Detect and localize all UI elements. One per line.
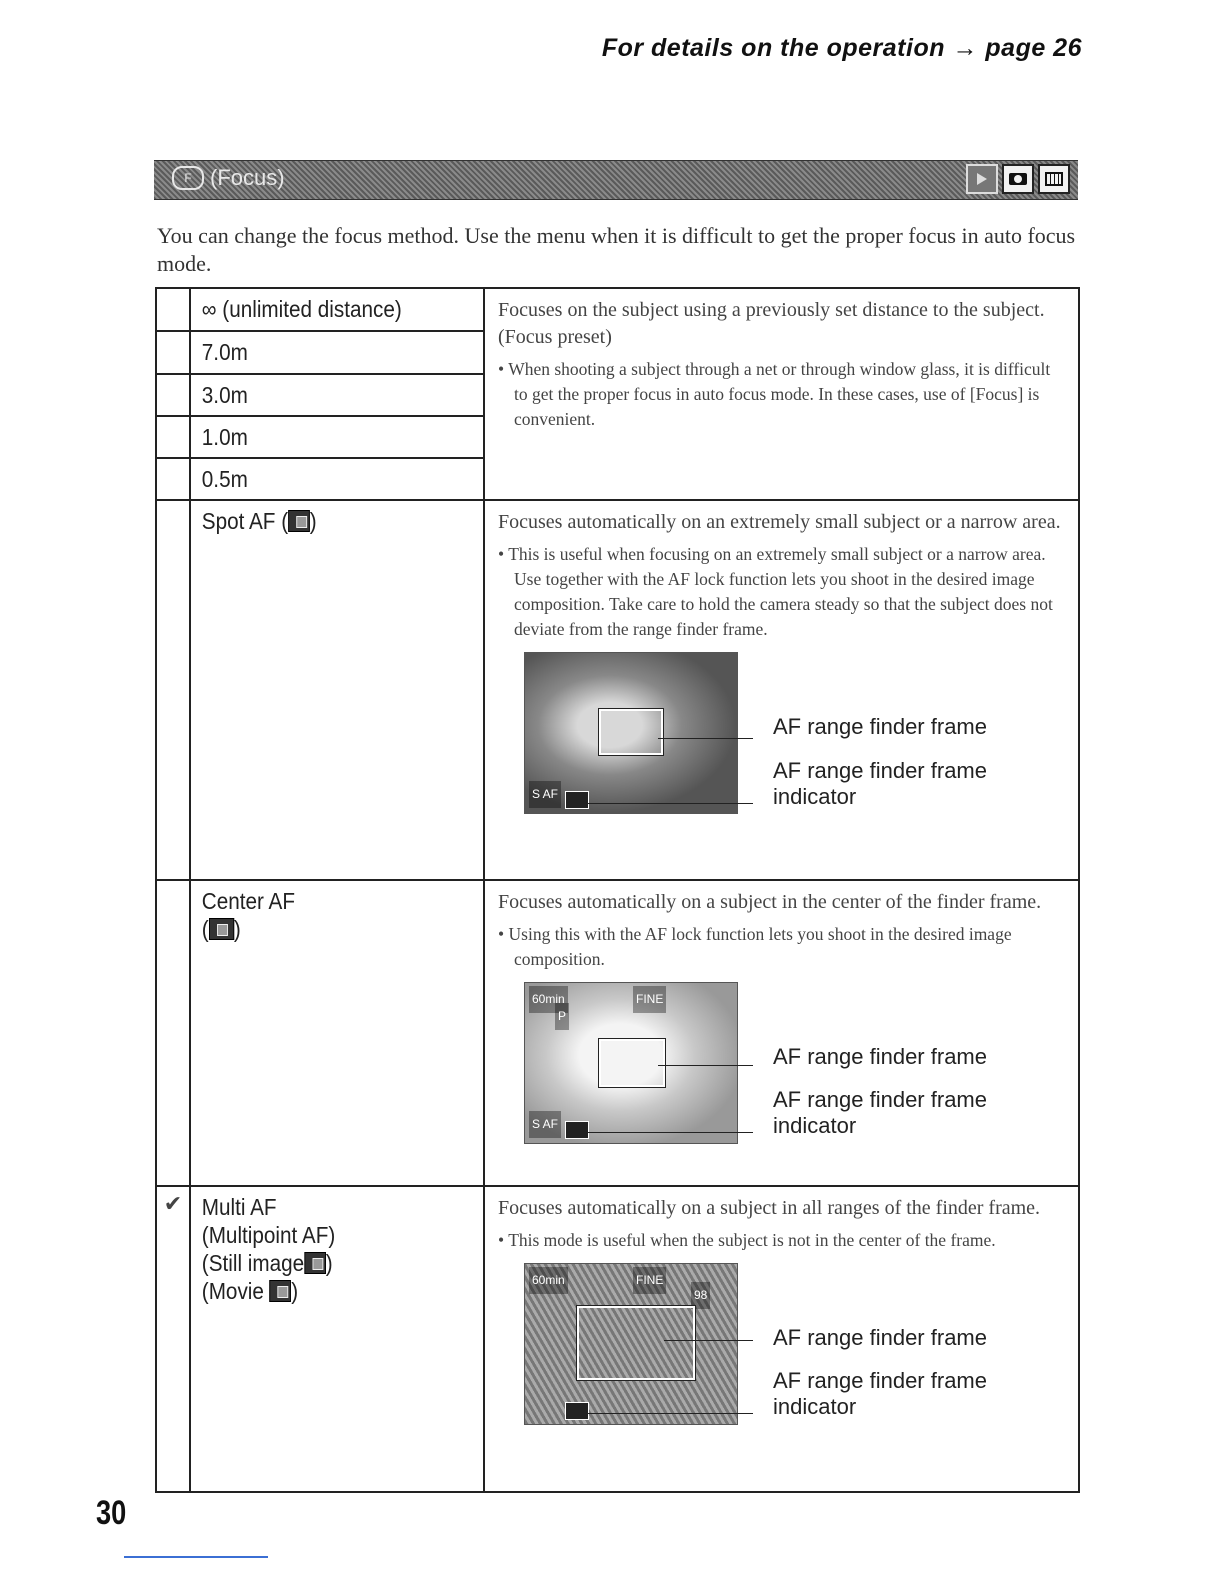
movie-icon [1038,164,1070,194]
page-number: 30 [96,1494,127,1532]
af-range-finder-frame [599,709,663,755]
callout-af-frame: AF range finder frame [773,1325,987,1350]
af-range-finder-frame [599,1039,665,1087]
playback-icon [966,164,998,194]
check-cell [156,288,190,331]
option-1m: 1.0m [190,416,484,458]
spot-af-description-cell [484,500,1079,880]
check-cell [156,1186,190,1492]
center-af-note: • Using this with the AF lock function lets you shoot in the desired image composition. [498,924,1012,969]
osd-battery: 60min [529,986,568,1013]
check-cell [156,374,190,416]
check-cell [156,416,190,458]
center-af-icon [209,918,234,940]
mode-icons [966,164,1070,194]
af-range-finder-indicator [565,1402,589,1420]
callout-af-frame: AF range finder frame [773,1044,987,1069]
default-check-icon: ✔ [163,1191,183,1216]
section-header-bar [154,160,1078,200]
footer-line [124,1556,268,1558]
focus-preset-description: Focuses on the subject using a previously set distance to the subject. (Focus preset) [498,299,1045,348]
focus-icon: F [172,166,204,190]
callout-af-frame: AF range finder frame [773,714,987,739]
intro-text: You can change the focus method. Use the menu when it is difficult to get the proper focus in auto focus mode. [157,223,1076,276]
focus-options-table [155,287,1080,1493]
osd-shots: 98 [691,1282,710,1309]
osd-mode: P [555,1003,569,1030]
multi-af-figure [498,1263,1064,1433]
check-cell [156,500,190,880]
af-range-finder-indicator [565,791,589,809]
movie-af-icon [270,1280,292,1302]
multi-af-description: Focuses automatically on a subject in all ranges of the finder frame. [498,1197,1041,1219]
spot-af-icon [288,510,310,532]
af-range-finder-frame [577,1306,695,1380]
option-multi-af: Multi AF (Multipoint AF) (Still image ) (Movie ) [190,1186,484,1492]
focus-preset-description-cell [484,288,1079,500]
option-7m: 7.0m [190,331,484,374]
section-title [172,165,285,191]
center-af-description-cell [484,880,1079,1186]
option-3m: 3.0m [190,374,484,416]
callout-af-indicator: AF range finder frame indicator [773,1368,987,1419]
center-af-description: Focuses automatically on a subject in the center of the finder frame. [498,891,1042,913]
spot-af-figure [498,652,1064,822]
multi-af-photo [524,1263,738,1425]
osd-bottom-left: S AF [529,781,561,808]
center-af-figure [498,982,1064,1152]
multi-af-note: • This mode is useful when the subject is not in the center of the frame. [498,1230,996,1250]
osd-quality: FINE [633,1267,666,1294]
callout-af-indicator: AF range finder frame indicator [773,758,987,809]
option-spot-af: Spot AF ( ) [190,500,484,880]
check-cell [156,331,190,374]
option-0-5m: 0.5m [190,458,484,500]
still-image-af-icon [304,1252,326,1274]
check-cell [156,880,190,1186]
option-infinity: ∞ (unlimited distance) [190,288,484,331]
osd-battery: 60min [529,1267,568,1294]
focus-preset-note: • When shooting a subject through a net or through window glass, it is difficult to get the proper focus in auto focus mode. In these cases, use of [Focus] is convenient. [498,359,1051,429]
option-center-af: Center AF ( ) [190,880,484,1186]
spot-af-photo [524,652,738,814]
callout-af-indicator: AF range finder frame indicator [773,1087,987,1138]
spot-af-note: • This is useful when focusing on an extremely small subject or a narrow area. Use together with the AF lock function lets you shoot in the desired image composition. Take care to hold the camera steady so that the subject does not deviate from the range finder frame. [498,544,1053,639]
af-range-finder-indicator [565,1121,589,1139]
section-title-text: (Focus) [210,165,285,190]
osd-bottom-left: S AF [529,1111,561,1138]
center-af-photo [524,982,738,1144]
still-camera-icon [1002,164,1034,194]
check-cell [156,458,190,500]
spot-af-description: Focuses automatically on an extremely small subject or a narrow area. [498,511,1061,533]
page-reference: For details on the operation → page 26 [601,34,1082,62]
multi-af-description-cell [484,1186,1079,1492]
osd-quality: FINE [633,986,666,1013]
